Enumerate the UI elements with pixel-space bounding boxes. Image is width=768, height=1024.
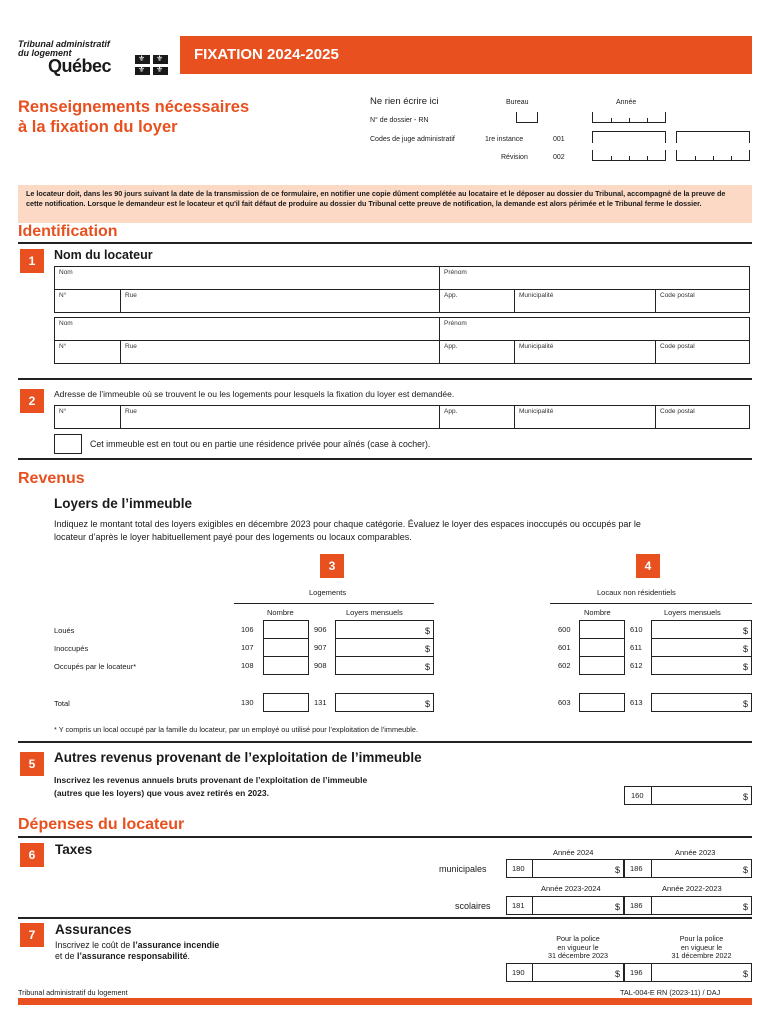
notice-text: Le locateur doit, dans les 90 jours suivant la date de la transmission de ce formulaire, en notifier une copie dûment complétée au locataire et le déposer au dossier du Tribunal, accompagné de la preuve de cette notification. Lorsque le demandeur est le locateur et qu'il fait défaut de produire au dossier du Tribunal cette preuve de notification, la demande est alors périmée et le Tribunal ferme le dossier. bbox=[26, 189, 726, 208]
currency: $ bbox=[614, 902, 620, 912]
rpa-checkbox-label: Cet immeuble est en tout ou en partie une résidence privée pour aînés (case à cocher). bbox=[90, 439, 431, 449]
currency: $ bbox=[742, 644, 748, 654]
instance-judge-field-1[interactable] bbox=[592, 131, 666, 143]
policy-a-line1: Pour la police bbox=[556, 934, 600, 943]
policy-b-caption bbox=[651, 935, 752, 961]
row-code: 108 bbox=[241, 661, 254, 670]
section-2-title: Adresse de l’immeuble où se trouvent le ou les logements pour lesquels la fixation du loyer est demandée. bbox=[54, 389, 455, 399]
nom-label: Nom bbox=[59, 269, 73, 276]
row-code: 906 bbox=[314, 625, 327, 634]
row-code: 130 bbox=[241, 698, 254, 707]
section-4-title: Locaux non résidentiels bbox=[597, 588, 676, 597]
agency-name-line2: du logement bbox=[18, 48, 72, 58]
locateur2-prenom-field[interactable] bbox=[439, 317, 750, 341]
no-label: N° bbox=[59, 292, 67, 299]
office-use-heading: Ne rien écrire ici bbox=[370, 96, 439, 107]
loues-locaux-nombre-field[interactable] bbox=[579, 620, 625, 639]
locateur1-rue-field[interactable] bbox=[120, 289, 440, 313]
bureau-field[interactable] bbox=[516, 112, 538, 123]
row-code: 907 bbox=[314, 643, 327, 652]
row-code: 610 bbox=[630, 625, 643, 634]
section-2-number: 2 bbox=[20, 389, 44, 413]
identification-heading: Identification bbox=[18, 223, 118, 240]
immeuble-municipalite-field[interactable] bbox=[514, 405, 656, 429]
section-5-title: Autres revenus provenant de l’exploitation de l’immeuble bbox=[54, 750, 422, 765]
logements-header-rule bbox=[234, 603, 434, 604]
locateur2-app-field[interactable] bbox=[439, 340, 515, 364]
scol-code-b-cell bbox=[624, 896, 652, 915]
policy-a-caption bbox=[532, 935, 624, 961]
year-b-label: Année 2023 bbox=[675, 848, 716, 857]
prenom-label: Prénom bbox=[444, 269, 467, 276]
section-1-number: 1 bbox=[20, 249, 44, 273]
currency: $ bbox=[742, 626, 748, 636]
municipalite-label: Municipalité bbox=[519, 343, 554, 350]
instance-code: 001 bbox=[553, 136, 565, 143]
quebec-wordmark: Québec bbox=[48, 56, 112, 76]
annee-label: Année bbox=[616, 99, 637, 106]
muni-code-b-cell bbox=[624, 859, 652, 878]
footer-left: Tribunal administratif du logement bbox=[18, 988, 128, 997]
locateur2-no-field[interactable] bbox=[54, 340, 121, 364]
row-code: 603 bbox=[558, 698, 571, 707]
section-7-text-2 bbox=[55, 951, 190, 961]
policy-b-line1: Pour la police bbox=[679, 934, 724, 943]
section-7-number: 7 bbox=[20, 923, 44, 947]
loues-locaux-loyers-field[interactable] bbox=[651, 620, 752, 639]
no-label: N° bbox=[59, 408, 67, 415]
instance-label: 1re instance bbox=[485, 136, 524, 143]
row-label: Inoccupés bbox=[54, 644, 89, 653]
immeuble-rue-field[interactable] bbox=[120, 405, 440, 429]
revenus-row-loues bbox=[0, 620, 768, 639]
section-6-number: 6 bbox=[20, 843, 44, 867]
row-code: 601 bbox=[558, 643, 571, 652]
occupes-loyers-field[interactable] bbox=[335, 656, 434, 675]
identification-rule bbox=[18, 242, 752, 244]
section-5-number: 5 bbox=[20, 752, 44, 776]
footer-right: TAL-004-E RN (2023-11) / DAJ bbox=[620, 988, 721, 997]
taxes-municipales-2023-field[interactable] bbox=[651, 859, 752, 878]
section-6-title: Taxes bbox=[55, 842, 93, 857]
rue-label: Rue bbox=[125, 343, 137, 350]
taxes-scolaires-2023-2024-field[interactable] bbox=[532, 896, 624, 915]
section-5-text-2: (autres que les loyers) que vous avez retirés en 2023. bbox=[54, 788, 269, 798]
total-locaux-loyers-field[interactable] bbox=[651, 693, 752, 712]
year-d-label: Année 2022-2023 bbox=[662, 884, 722, 893]
code-postal-label: Code postal bbox=[660, 408, 695, 415]
policy-a-line2: en vigueur le bbox=[557, 942, 599, 952]
app-label: App. bbox=[444, 292, 458, 299]
rue-label: Rue bbox=[125, 408, 137, 415]
inoccupes-nombre-field[interactable] bbox=[263, 638, 309, 657]
section-5-text-1: Inscrivez les revenus annuels bruts provenant de l’exploitation de l’immeuble bbox=[54, 775, 368, 785]
annee-field[interactable] bbox=[592, 112, 666, 123]
currency: $ bbox=[742, 662, 748, 672]
fleur-de-lis-flag-icon: ⚜ ⚜ ⚜ ⚜ bbox=[135, 55, 168, 75]
code-postal-label: Code postal bbox=[660, 343, 695, 350]
section-4-number: 4 bbox=[636, 554, 660, 578]
year-c-label: Année 2023-2024 bbox=[541, 884, 601, 893]
row-code: 602 bbox=[558, 661, 571, 670]
row-code: 613 bbox=[630, 698, 643, 707]
ass-code-b-cell bbox=[624, 963, 652, 982]
loues-loyers-field[interactable] bbox=[335, 620, 434, 639]
inoccupes-locaux-nombre-field[interactable] bbox=[579, 638, 625, 657]
occupes-locaux-loyers-field[interactable] bbox=[651, 656, 752, 675]
muni-code-b: 186 bbox=[630, 864, 643, 873]
depenses-rule bbox=[18, 836, 752, 838]
taxes-municipales-2024-field[interactable] bbox=[532, 859, 624, 878]
row-code: 600 bbox=[558, 625, 571, 634]
dossier-label: N° de dossier - RN bbox=[370, 117, 429, 124]
scol-code-a: 181 bbox=[512, 901, 525, 910]
row-label: Occupés par le locateur* bbox=[54, 662, 137, 671]
currency: $ bbox=[614, 865, 620, 875]
inoccupes-locaux-loyers-field[interactable] bbox=[651, 638, 752, 657]
currency: $ bbox=[424, 626, 430, 636]
policy-b-line2: en vigueur le bbox=[680, 942, 723, 952]
autres-revenus-code-cell bbox=[624, 786, 652, 805]
s7-text2-pre: et de bbox=[55, 951, 78, 961]
occupes-locaux-nombre-field[interactable] bbox=[579, 656, 625, 675]
revenus-row-inoccupes bbox=[0, 638, 768, 657]
ass-code-a-cell bbox=[506, 963, 533, 982]
section-7-text-1 bbox=[55, 940, 219, 950]
section-1-title: Nom du locateur bbox=[54, 248, 153, 262]
policy-a-line3: 31 décembre 2023 bbox=[548, 951, 608, 960]
muni-code-a-cell bbox=[506, 859, 533, 878]
s7-text1-pre: Inscrivez le coût de bbox=[55, 940, 133, 950]
agency-name-line1: Tribunal administratif bbox=[18, 39, 110, 49]
currency: $ bbox=[614, 969, 620, 979]
immeuble-code-postal-field[interactable] bbox=[655, 405, 750, 429]
locaux-header-rule bbox=[550, 603, 752, 604]
app-label: App. bbox=[444, 343, 458, 350]
locateur1-no-field[interactable] bbox=[54, 289, 121, 313]
locateur2-rue-field[interactable] bbox=[120, 340, 440, 364]
row-code: 106 bbox=[241, 625, 254, 634]
ass-code-a: 190 bbox=[512, 968, 525, 977]
depenses-heading: Dépenses du locateur bbox=[18, 816, 185, 833]
inoccupes-loyers-field[interactable] bbox=[335, 638, 434, 657]
section-5-rule bbox=[18, 741, 752, 743]
ass-code-b: 196 bbox=[630, 968, 643, 977]
municipalite-label: Municipalité bbox=[519, 292, 554, 299]
revision-judge-field-2[interactable] bbox=[676, 150, 750, 161]
prenom-label: Prénom bbox=[444, 320, 467, 327]
revision-code: 002 bbox=[553, 154, 565, 161]
col-nombre-logements: Nombre bbox=[267, 608, 294, 617]
locateur2-municipalite-field[interactable] bbox=[514, 340, 656, 364]
section-3-title: Logements bbox=[309, 588, 347, 597]
revision-judge-field-1[interactable] bbox=[592, 150, 666, 161]
revision-label: Révision bbox=[501, 154, 528, 161]
currency: $ bbox=[424, 699, 430, 709]
currency: $ bbox=[742, 699, 748, 709]
row-code: 611 bbox=[630, 643, 642, 652]
revenus-heading: Revenus bbox=[18, 470, 85, 487]
page-title-line2: à la fixation du loyer bbox=[18, 118, 178, 136]
revenus-row-occupes bbox=[0, 656, 768, 675]
row-label: Total bbox=[54, 699, 70, 708]
scol-code-a-cell bbox=[506, 896, 533, 915]
locateur1-app-field[interactable] bbox=[439, 289, 515, 313]
locateur2-code-postal-field[interactable] bbox=[655, 340, 750, 364]
scol-code-b: 186 bbox=[630, 901, 643, 910]
total-loyers-field[interactable] bbox=[335, 693, 434, 712]
loyers-subheading: Loyers de l’immeuble bbox=[54, 496, 193, 511]
occupes-nombre-field[interactable] bbox=[263, 656, 309, 675]
loues-nombre-field[interactable] bbox=[263, 620, 309, 639]
total-locaux-nombre-field[interactable] bbox=[579, 693, 625, 712]
locateur1-municipalite-field[interactable] bbox=[514, 289, 656, 313]
locateur1-nom-field[interactable] bbox=[54, 266, 440, 290]
currency: $ bbox=[424, 662, 430, 672]
identification-bottom-rule bbox=[18, 458, 752, 460]
section-3-number: 3 bbox=[320, 554, 344, 578]
code-postal-label: Code postal bbox=[660, 292, 695, 299]
banner-title: FIXATION 2024-2025 bbox=[194, 46, 339, 63]
rue-label: Rue bbox=[125, 292, 137, 299]
row-code: 107 bbox=[241, 643, 254, 652]
row-code: 908 bbox=[314, 661, 327, 670]
immeuble-app-field[interactable] bbox=[439, 405, 515, 429]
locateur1-code-postal-field[interactable] bbox=[655, 289, 750, 313]
revenus-instructions: Indiquez le montant total des loyers exigibles en décembre 2023 pour chaque catégorie. Évaluez le loyer des espaces inoccupés ou occupés par le locateur d’après le loyer habituellement payé pour des logements ou locaux comparables. bbox=[54, 519, 641, 542]
assurances-2023-field[interactable] bbox=[532, 963, 624, 982]
app-label: App. bbox=[444, 408, 458, 415]
rpa-checkbox[interactable] bbox=[54, 434, 82, 454]
assurances-2022-field[interactable] bbox=[651, 963, 752, 982]
taxes-scolaires-2022-2023-field[interactable] bbox=[651, 896, 752, 915]
locateur1-prenom-field[interactable] bbox=[439, 266, 750, 290]
revenus-row-total bbox=[0, 693, 768, 712]
nom-label: Nom bbox=[59, 320, 73, 327]
total-nombre-field[interactable] bbox=[263, 693, 309, 712]
year-a-label: Année 2024 bbox=[553, 848, 594, 857]
col-loyers-locaux: Loyers mensuels bbox=[664, 608, 721, 617]
s7-text2-post: . bbox=[187, 951, 190, 961]
no-label: N° bbox=[59, 343, 67, 350]
row-code: 612 bbox=[630, 661, 643, 670]
s7-text1-bold: l’assurance incendie bbox=[132, 940, 220, 950]
section-7-title: Assurances bbox=[55, 922, 132, 937]
footer-bar bbox=[18, 998, 752, 1005]
currency: $ bbox=[742, 969, 748, 979]
locateur2-nom-field[interactable] bbox=[54, 317, 440, 341]
currency: $ bbox=[742, 902, 748, 912]
codes-label: Codes de juge administratif bbox=[370, 136, 455, 143]
agency-logo bbox=[18, 40, 178, 80]
page-title bbox=[18, 97, 249, 137]
bureau-label: Bureau bbox=[506, 99, 529, 106]
revenus-footnote: * Y compris un local occupé par la famille du locateur, par un employé ou utilisé pour l’exploitation de l’immeuble. bbox=[54, 725, 418, 734]
municipales-label: municipales bbox=[439, 864, 487, 874]
row-label: Loués bbox=[54, 626, 75, 635]
instance-judge-field-2[interactable] bbox=[676, 131, 750, 143]
autres-revenus-field[interactable] bbox=[651, 786, 752, 805]
notice-box bbox=[18, 185, 752, 223]
scolaires-label: scolaires bbox=[455, 901, 491, 911]
section-5-code: 160 bbox=[631, 791, 644, 800]
col-nombre-locaux: Nombre bbox=[584, 608, 611, 617]
header-banner bbox=[180, 36, 752, 74]
row-code: 131 bbox=[314, 698, 327, 707]
muni-code-a: 180 bbox=[512, 864, 525, 873]
currency: $ bbox=[742, 865, 748, 875]
currency: $ bbox=[742, 792, 748, 802]
page-title-line1: Renseignements nécessaires bbox=[18, 98, 250, 116]
section-2-rule bbox=[18, 378, 752, 380]
s7-text2-bold: l’assurance responsabilité bbox=[77, 951, 188, 961]
office-use-block bbox=[370, 96, 760, 176]
municipalite-label: Municipalité bbox=[519, 408, 554, 415]
policy-b-line3: 31 décembre 2022 bbox=[671, 951, 732, 960]
section-7-rule bbox=[18, 917, 752, 919]
immeuble-no-field[interactable] bbox=[54, 405, 121, 429]
currency: $ bbox=[424, 644, 430, 654]
col-loyers-logements: Loyers mensuels bbox=[346, 608, 403, 617]
